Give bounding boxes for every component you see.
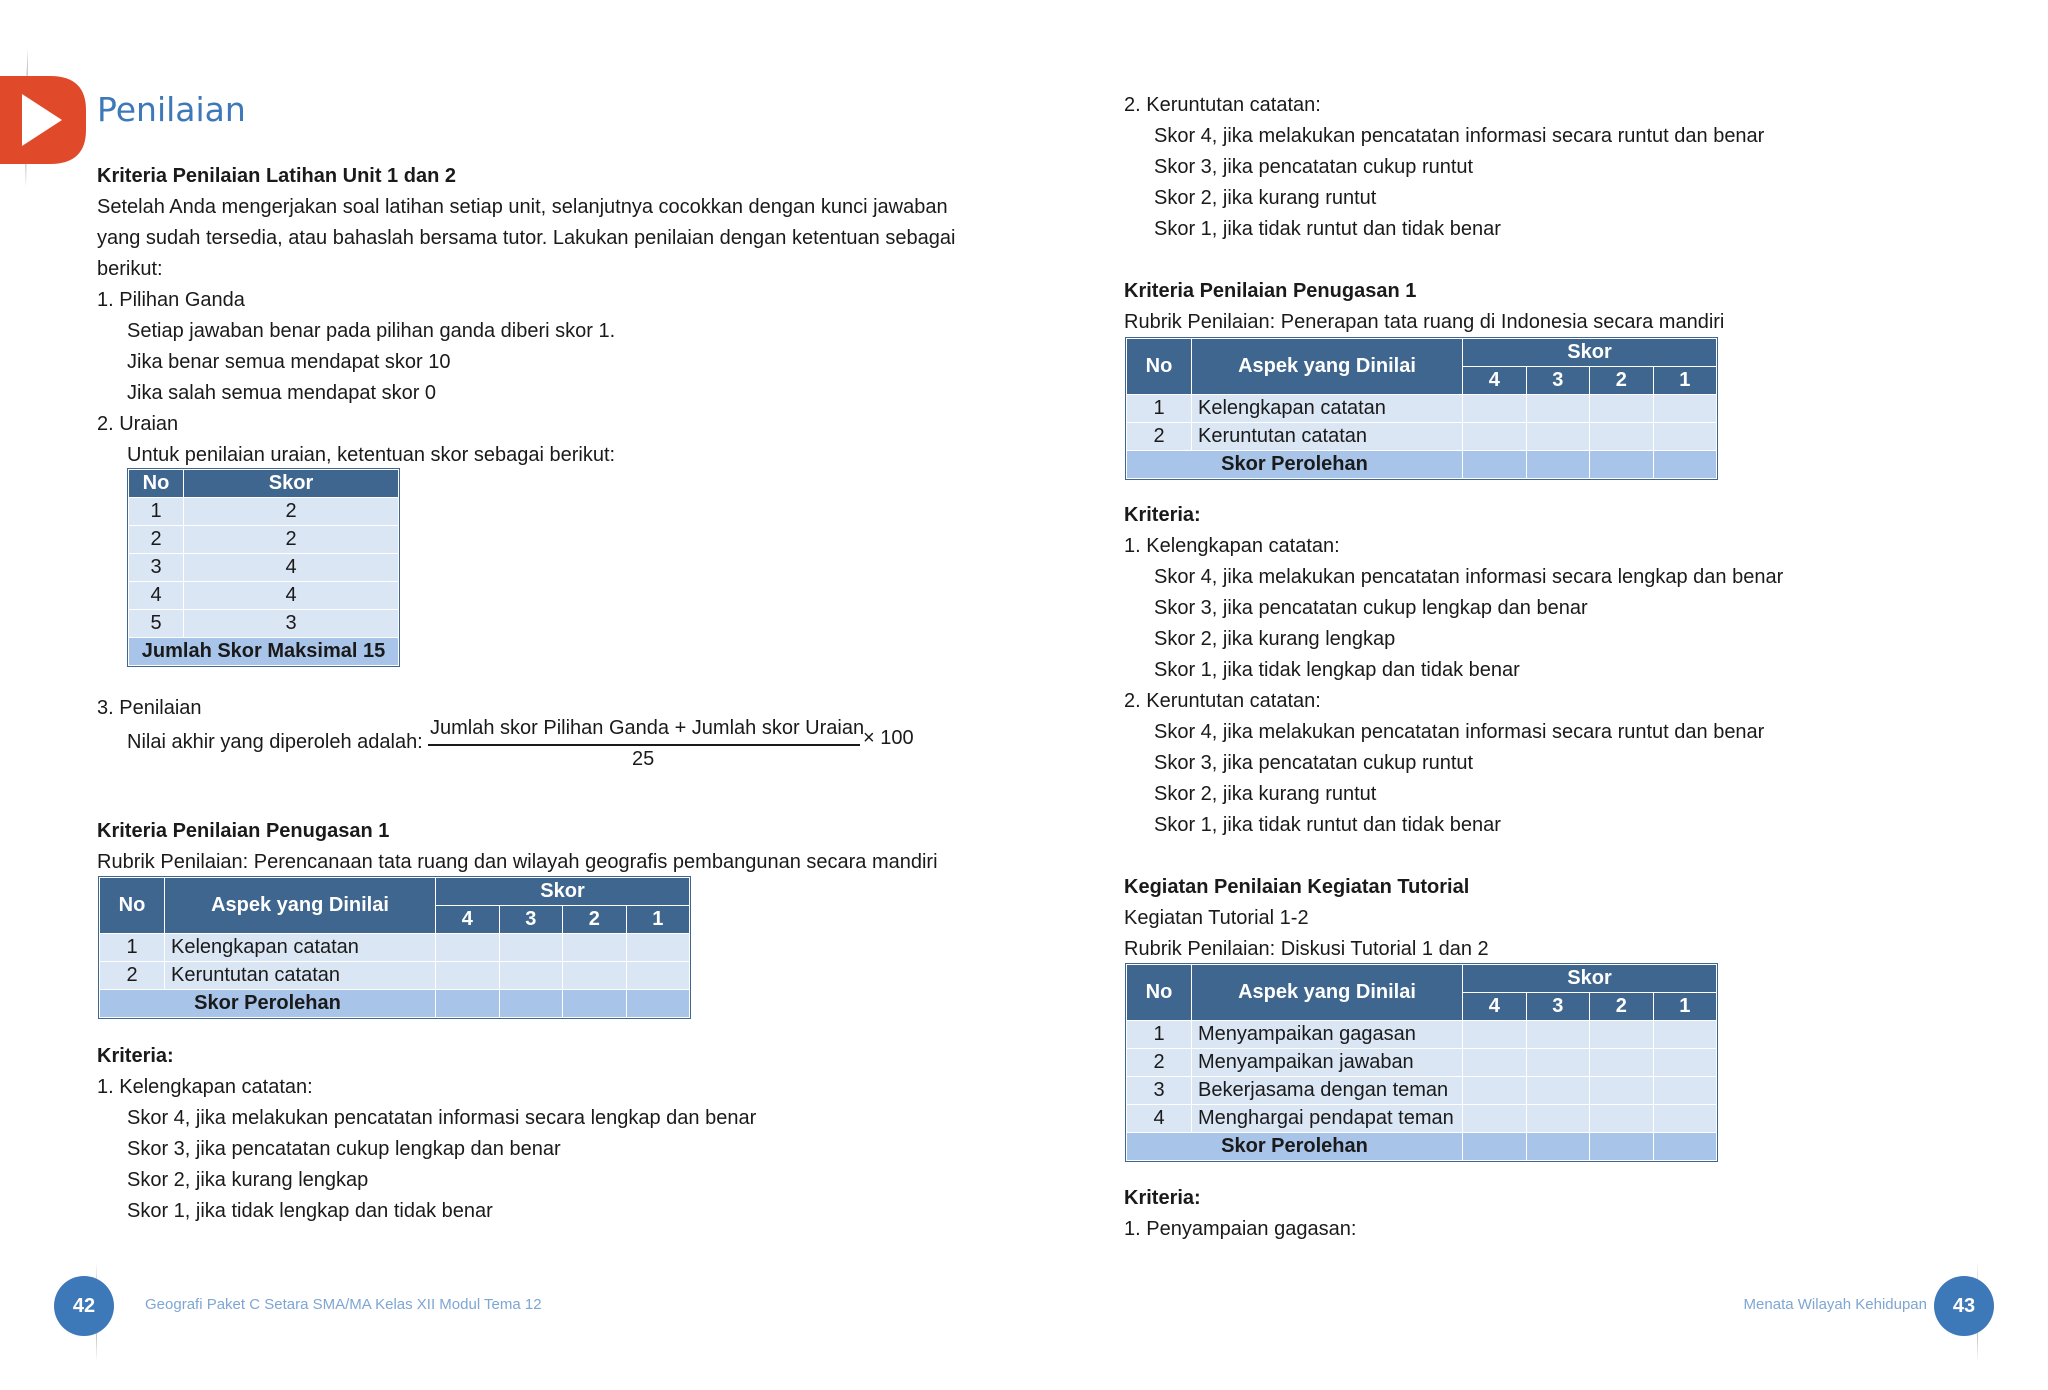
list-item-text: Skor 4, jika melakukan pencatatan informasi secara lengkap dan benar (1154, 566, 1784, 588)
table-row (129, 554, 399, 582)
table-header: Aspek yang Dinilai (165, 878, 436, 934)
table-total: Skor Perolehan (100, 990, 436, 1018)
page-heading: Penilaian (97, 90, 246, 129)
tutorial-table (1126, 964, 1717, 1161)
list-item-text: Skor 4, jika melakukan pencatatan informasi secara runtut dan benar (1154, 125, 1765, 147)
list-item-text: Skor 1, jika tidak runtut dan tidak benar (1154, 814, 1501, 836)
play-icon (0, 48, 90, 188)
table-cell: 1 (1127, 1021, 1192, 1049)
table-header: Skor (1463, 339, 1717, 367)
list-item-text: Skor 3, jika pencatatan cukup runtut (1154, 156, 1474, 178)
table-cell: 1 (100, 934, 165, 962)
table-cell: 4 (1127, 1105, 1192, 1133)
tutorial-subtitle: Kegiatan Tutorial 1-2 (1124, 907, 1309, 929)
table-total: Skor Perolehan (1127, 451, 1463, 479)
list-item-text: Skor 4, jika melakukan pencatatan informasi secara runtut dan benar (1154, 721, 1765, 743)
table-row (1127, 1077, 1717, 1105)
table-row (129, 610, 399, 638)
list-item-text: Skor 4, jika melakukan pencatatan informasi secara lengkap dan benar (127, 1107, 757, 1129)
intro-line: yang sudah tersedia, atau bahaslah bersama tutor. Lakukan penilaian dengan ketentuan sebagai (97, 227, 956, 249)
intro-line: berikut: (97, 258, 163, 280)
table-cell: 2 (1127, 423, 1192, 451)
table-cell: 2 (1127, 1049, 1192, 1077)
table-cell: 1 (129, 498, 184, 526)
table-cell: Bekerjasama dengan teman (1192, 1077, 1463, 1105)
table-cell: 3 (184, 610, 399, 638)
table-cell: 1 (1127, 395, 1192, 423)
list-item-text: Untuk penilaian uraian, ketentuan skor sebagai berikut: (127, 444, 616, 466)
table-header: 3 (1526, 993, 1590, 1021)
rubric-table (99, 877, 690, 1018)
table-cell: 2 (184, 526, 399, 554)
table-header: 4 (1463, 993, 1527, 1021)
footer-text: Menata Wilayah Kehidupan (1743, 1296, 1927, 1313)
table-header: Skor (1463, 965, 1717, 993)
list-item-label: 2. Uraian (97, 413, 179, 435)
section-title: Kegiatan Penilaian Kegiatan Tutorial (1124, 876, 1470, 898)
table-header: Aspek yang Dinilai (1192, 965, 1463, 1021)
rubric-line: Rubrik Penilaian: Penerapan tata ruang di Indonesia secara mandiri (1124, 311, 1725, 333)
table-total-row (100, 990, 690, 1018)
kriteria-title: Kriteria: (1124, 1187, 1201, 1209)
page-number: 42 (54, 1276, 114, 1336)
list-item-text: Skor 3, jika pencatatan cukup runtut (1154, 752, 1474, 774)
list-item-label: 1. Pilihan Ganda (97, 289, 245, 311)
table-row (129, 526, 399, 554)
rubric-line: Rubrik Penilaian: Perencanaan tata ruang dan wilayah geografis pembangunan secara mandiri (97, 851, 938, 873)
table-row (1127, 1049, 1717, 1077)
kriteria-title: Kriteria: (97, 1045, 174, 1067)
table-total-row (1127, 1133, 1717, 1161)
table-cell: 4 (184, 582, 399, 610)
table-header: 1 (1653, 993, 1717, 1021)
table-header: 1 (626, 906, 690, 934)
formula-bar (428, 744, 860, 746)
intro-line: Setelah Anda mengerjakan soal latihan setiap unit, selanjutnya cocokkan dengan kunci jawaban (97, 196, 948, 218)
list-item-text: Skor 1, jika tidak lengkap dan tidak benar (127, 1200, 493, 1222)
table-header: 4 (436, 906, 500, 934)
list-item-text: Skor 3, jika pencatatan cukup lengkap dan benar (1154, 597, 1588, 619)
table-cell: 2 (129, 526, 184, 554)
table-total: Jumlah Skor Maksimal 15 (129, 638, 399, 666)
table-header: Aspek yang Dinilai (1192, 339, 1463, 395)
page-number: 43 (1934, 1276, 1994, 1336)
list-item-label: 1. Penyampaian gagasan: (1124, 1218, 1357, 1240)
formula-numerator: Jumlah skor Pilihan Ganda + Jumlah skor Uraian (430, 717, 865, 739)
table-total-row (129, 638, 399, 666)
table-cell: 5 (129, 610, 184, 638)
table-header: No (129, 470, 184, 498)
table-row (129, 498, 399, 526)
table-header: 4 (1463, 367, 1527, 395)
list-item-text: Skor 2, jika kurang lengkap (1154, 628, 1396, 650)
table-cell: 2 (184, 498, 399, 526)
table-header: 3 (499, 906, 563, 934)
table-cell: Menyampaikan gagasan (1192, 1021, 1463, 1049)
kriteria-title: Kriteria: (1124, 504, 1201, 526)
footer-text: Geografi Paket C Setara SMA/MA Kelas XII Modul Tema 12 (145, 1296, 542, 1313)
table-cell: Keruntutan catatan (1192, 423, 1463, 451)
table-header: 2 (1590, 993, 1654, 1021)
table-row (129, 582, 399, 610)
table-header: No (100, 878, 165, 934)
formula-label: Nilai akhir yang diperoleh adalah: (127, 731, 423, 753)
table-header: No (1127, 965, 1192, 1021)
table-row (1127, 1105, 1717, 1133)
list-item-text: Skor 2, jika kurang lengkap (127, 1169, 369, 1191)
table-total-row (1127, 451, 1717, 479)
score-table (128, 469, 399, 666)
table-header: 3 (1526, 367, 1590, 395)
list-item-text: Setiap jawaban benar pada pilihan ganda diberi skor 1. (127, 320, 616, 342)
table-row (1127, 395, 1717, 423)
list-item-label: 2. Keruntutan catatan: (1124, 690, 1321, 712)
table-row (1127, 423, 1717, 451)
rubric-table (1126, 338, 1717, 479)
table-cell: Kelengkapan catatan (165, 934, 436, 962)
list-item-text: Skor 1, jika tidak runtut dan tidak benar (1154, 218, 1501, 240)
list-item-text: Skor 1, jika tidak lengkap dan tidak benar (1154, 659, 1520, 681)
formula-multiplier: × 100 (863, 727, 914, 749)
table-cell: Menghargai pendapat teman (1192, 1105, 1463, 1133)
table-row (100, 934, 690, 962)
list-item-text: Skor 2, jika kurang runtut (1154, 187, 1377, 209)
rubric-line: Rubrik Penilaian: Diskusi Tutorial 1 dan 2 (1124, 938, 1489, 960)
right-page (1024, 0, 2048, 1390)
table-row (100, 962, 690, 990)
table-cell: Kelengkapan catatan (1192, 395, 1463, 423)
list-item-text: Skor 2, jika kurang runtut (1154, 783, 1377, 805)
table-cell: 2 (100, 962, 165, 990)
table-row (1127, 1021, 1717, 1049)
list-item-label: 1. Kelengkapan catatan: (1124, 535, 1340, 557)
table-total: Skor Perolehan (1127, 1133, 1463, 1161)
list-item-label: 2. Keruntutan catatan: (1124, 94, 1321, 116)
formula-denominator: 25 (632, 748, 655, 770)
table-cell: 3 (1127, 1077, 1192, 1105)
table-header: 2 (1590, 367, 1654, 395)
table-header: Skor (436, 878, 690, 906)
section-title: Kriteria Penilaian Penugasan 1 (1124, 280, 1417, 302)
table-header: 1 (1653, 367, 1717, 395)
list-item-text: Skor 3, jika pencatatan cukup lengkap dan benar (127, 1138, 561, 1160)
table-cell: 4 (129, 582, 184, 610)
table-cell: Menyampaikan jawaban (1192, 1049, 1463, 1077)
section-title: Kriteria Penilaian Penugasan 1 (97, 820, 390, 842)
table-header: Skor (184, 470, 399, 498)
table-header: 2 (563, 906, 627, 934)
table-header: No (1127, 339, 1192, 395)
section-title: Kriteria Penilaian Latihan Unit 1 dan 2 (97, 165, 456, 187)
table-cell: 4 (184, 554, 399, 582)
table-cell: 3 (129, 554, 184, 582)
list-item-label: 1. Kelengkapan catatan: (97, 1076, 313, 1098)
list-item-label: 3. Penilaian (97, 697, 202, 719)
list-item-text: Jika benar semua mendapat skor 10 (127, 351, 451, 373)
table-cell: Keruntutan catatan (165, 962, 436, 990)
list-item-text: Jika salah semua mendapat skor 0 (127, 382, 437, 404)
